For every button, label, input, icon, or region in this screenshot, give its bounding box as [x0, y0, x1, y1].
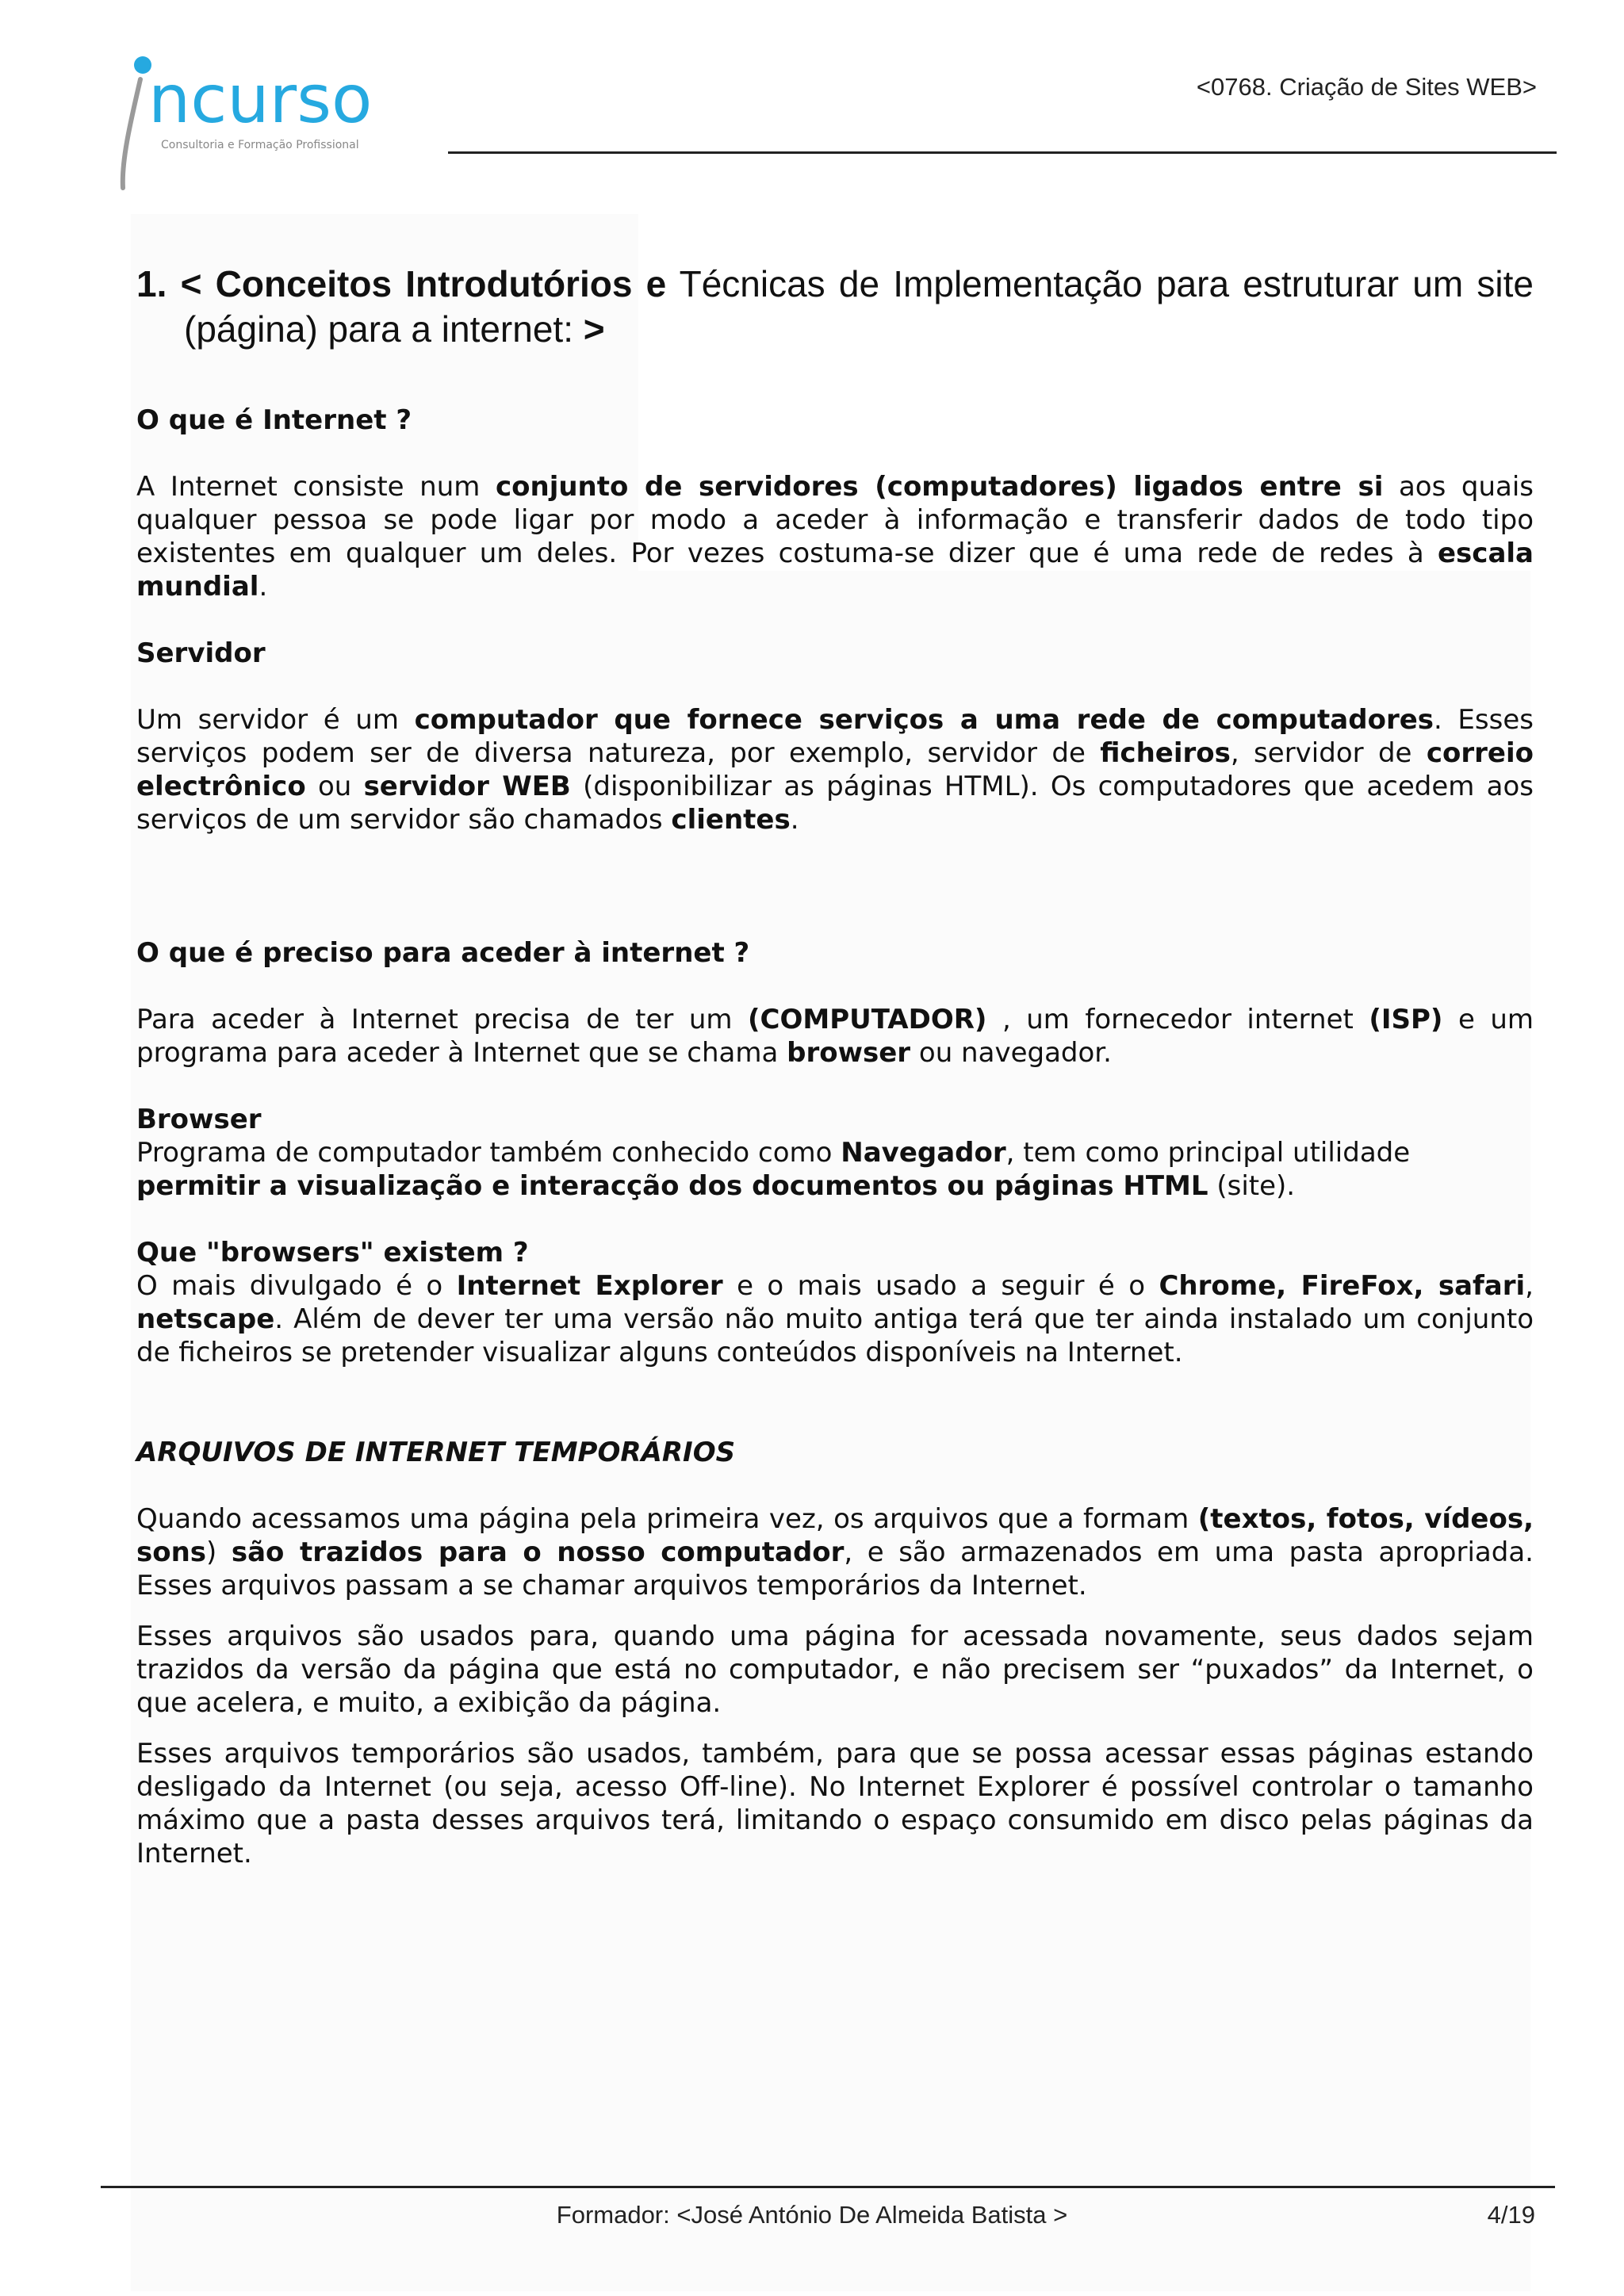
paragraph-arquivos-2: Esses arquivos são usados para, quando uma página for acessada novamente, seus dados sejam trazidos da versão da página que está no computador, e não precisem ser “puxados” da Internet, o que acelera, e muito, a exibição da página.: [136, 1621, 1534, 1719]
heading-preciso: O que é preciso para aceder à internet ?: [136, 937, 750, 969]
section-number: 1.: [136, 263, 167, 304]
logo-tagline: Consultoria e Formação Profissional: [161, 139, 359, 151]
paragraph-preciso: Para aceder à Internet precisa de ter um (COMPUTADOR) , um fornecedor internet (ISP) e um programa para aceder à Internet que se chama browser ou navegador.: [136, 1004, 1534, 1069]
section-title-normal: Técnicas de Implementação para estruturar um site (página) para a internet:: [184, 263, 1534, 350]
page-content: [136, 262, 1534, 1870]
paragraph-arquivos-3: Esses arquivos temporários são usados, também, para que se possa acessar essas páginas estando desligado da Internet (ou seja, acesso Off-line). No Internet Explorer é possível controlar o tamanho máximo que a pasta desses arquivos terá, limitando o espaço consumido em disco pelas páginas da Internet.: [136, 1738, 1534, 1869]
header-divider: [448, 151, 1557, 154]
section-title: [136, 262, 1534, 352]
section-title-end: >: [583, 308, 605, 350]
paragraph-internet: A Internet consiste num conjunto de servidores (computadores) ligados entre si aos quais qualquer pessoa se pode ligar por modo a aceder à informação e transferir dados de todo tipo existentes em qualquer um deles. Por vezes costuma-se dizer que é uma rede de redes à escala mundial.: [136, 471, 1534, 603]
logo-name: ncurso: [148, 60, 373, 138]
heading-internet: O que é Internet ?: [136, 404, 412, 436]
heading-browsers: Que "browsers" existem ?: [136, 1237, 529, 1269]
module-title: <0768. Criação de Sites WEB>: [1196, 73, 1537, 101]
heading-servidor: Servidor: [136, 637, 266, 669]
paragraph-servidor: Um servidor é um computador que fornece serviços a uma rede de computadores. Esses serviços podem ser de diversa natureza, por exemplo, servidor de ficheiros, servidor de correio electrônico ou servidor WEB (disponibilizar as páginas HTML). Os computadores que acedem aos serviços de um servidor são chamados clientes.: [136, 704, 1534, 836]
page-number: 4/19: [1487, 2201, 1535, 2229]
company-logo: [115, 49, 385, 192]
section-title-bold: < Conceitos Introdutórios e: [180, 263, 667, 304]
footer-divider: [101, 2186, 1555, 2188]
heading-browser: Browser: [136, 1104, 262, 1135]
paragraph-arquivos-1: Quando acessamos uma página pela primeira vez, os arquivos que a formam (textos, fotos, vídeos, sons) são trazidos para o nosso computador, e são armazenados em uma pasta apropriada. Esses arquivos passam a se chamar arquivos temporários da Internet.: [136, 1503, 1534, 1601]
heading-arquivos: ARQUIVOS DE INTERNET TEMPORÁRIOS: [136, 1437, 736, 1468]
paragraph-browsers: O mais divulgado é o Internet Explorer e o mais usado a seguir é o Chrome, FireFox, safari, netscape. Além de dever ter uma versão não muito antiga terá que ter ainda instalado um conjunto de ficheiros se pretender visualizar alguns conteúdos disponíveis na Internet.: [136, 1270, 1534, 1368]
footer-author: Formador: <José António De Almeida Batista >: [556, 2201, 1068, 2229]
paragraph-browser: Programa de computador também conhecido como Navegador, tem como principal utilidade permitir a visualização e interacção dos documentos ou páginas HTML (site).: [136, 1137, 1411, 1202]
